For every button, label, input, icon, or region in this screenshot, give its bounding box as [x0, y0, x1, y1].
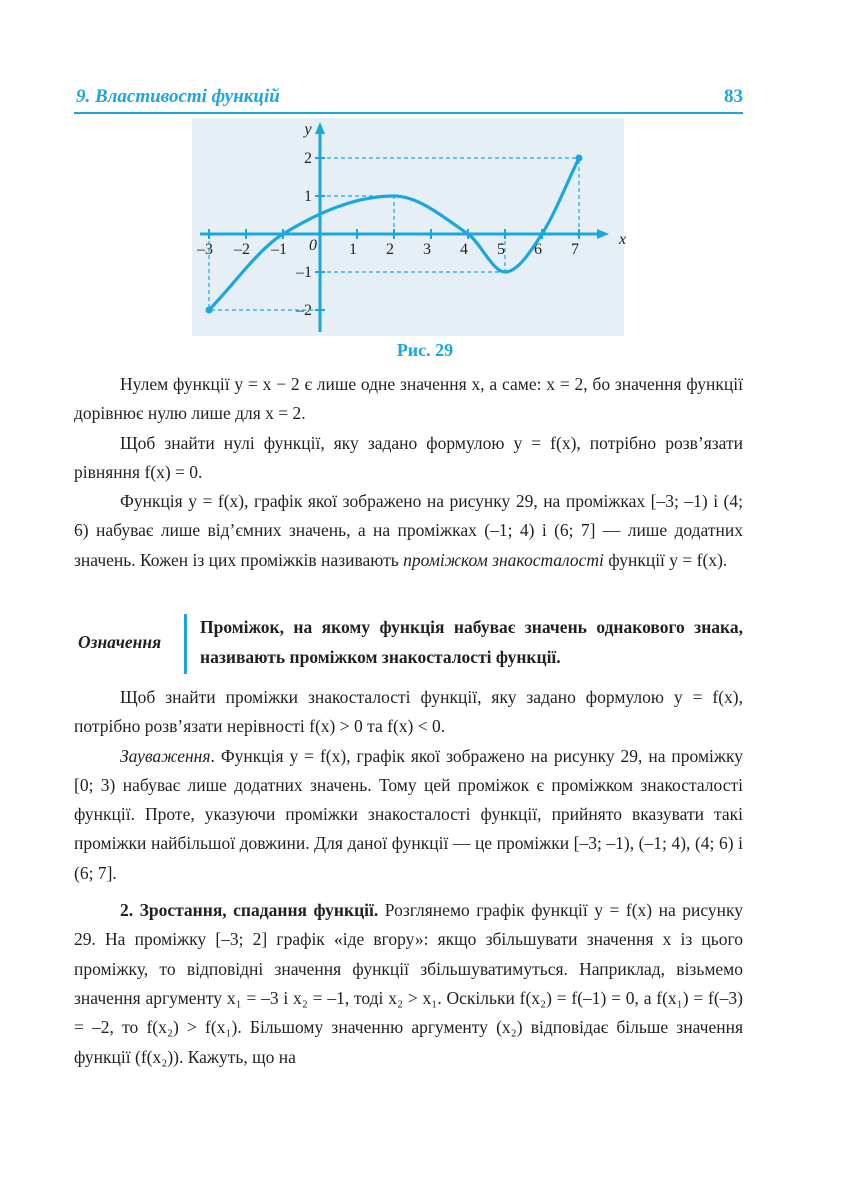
- text-block-2: [74, 683, 743, 1072]
- curve-endpoint: [206, 307, 213, 314]
- x-tick-label: –1: [271, 241, 287, 258]
- x-tick-label: 5: [497, 241, 505, 258]
- x-tick-label: 4: [460, 241, 468, 258]
- term-italic: проміжком знакосталості: [403, 549, 604, 570]
- definition-box: [74, 612, 743, 674]
- y-tick-label: 2: [304, 150, 312, 167]
- x-tick-label: 7: [571, 241, 579, 258]
- paragraph-text: . Функція y = f(x), графік якої зображено на рисунку 29, на проміжку [0; 3) набуває лише додатних значень. Тому цей проміжок є проміжком знакосталості функції. Проте, указуючи проміжки знакосталості функції, прийнято вказувати такі проміжки найбільшої довжини. Для даної функції — це проміжки [–3; –1), (–1; 4), (4; 6) і (6; 7].: [74, 745, 743, 883]
- y-tick-label: –2: [296, 302, 312, 319]
- section-heading: 2. Зростання, спадання функції.: [120, 900, 379, 921]
- paragraph-text: Функція y = f(x), графік якої зображено на рисунку 29, на проміжках [–3; –1) і (4; 6) набуває лише від’ємних значень, а на проміжках (–1; 4) і (6; 7] — лише додатних значень. Кожен із цих проміжків називають: [74, 491, 743, 570]
- page-header: [74, 84, 743, 114]
- origin-label: 0: [309, 237, 317, 254]
- paragraph: Щоб знайти проміжки знакосталості функції, яку задано формулою y = f(x), потрібно розв’язати нерівності f(x) > 0 та f(x) < 0.: [74, 687, 743, 737]
- section-title: 9. Властивості функцій: [76, 86, 280, 107]
- x-axis-label: x: [619, 231, 627, 248]
- paragraph-text: функції y = f(x).: [603, 549, 728, 570]
- paragraph: [74, 896, 743, 1072]
- definition-text: Проміжок, на якому функція набуває значень однакового знака, називають проміжком знакосталості функції.: [200, 617, 743, 667]
- y-tick-label: 1: [304, 188, 312, 205]
- y-tick-label: –1: [296, 264, 312, 281]
- y-axis-arrow: [315, 122, 325, 134]
- curve-endpoint: [576, 155, 583, 162]
- x-tick-label: 3: [423, 241, 431, 258]
- paragraph: Нулем функції y = x − 2 є лише одне значення x, а саме: x = 2, бо значення функції дорівнює нулю лише для x = 2.: [74, 374, 743, 424]
- definition-label: Означення: [78, 632, 162, 652]
- x-axis-arrow: [597, 229, 609, 239]
- paragraph: [74, 487, 743, 575]
- page-number: 83: [724, 86, 743, 107]
- definition-bar: [184, 614, 187, 674]
- paragraph: [74, 742, 743, 888]
- graph-figure: [192, 118, 627, 336]
- function-graph: [192, 118, 627, 336]
- x-tick-label: 6: [534, 241, 542, 258]
- remark-label: Зауваження: [120, 745, 211, 766]
- x-tick-label: 1: [349, 241, 357, 258]
- x-tick-label: –2: [234, 241, 250, 258]
- paragraph: Щоб знайти нулі функції, яку задано формулою y = f(x), потрібно розв’язати рівняння f(x) = 0.: [74, 432, 743, 482]
- x-tick-label: 2: [386, 241, 394, 258]
- figure-caption: Рис. 29: [396, 340, 454, 360]
- text-block-1: [74, 370, 743, 575]
- x-tick-label: –3: [197, 241, 213, 258]
- paragraph-text: Розглянемо графік функції y = f(x) на рисунку 29. На проміжку [–3; 2] графік «іде вгору»: якщо збільшувати значення x із цього проміжку, то відповідні значення функції збільшуватимуться. Наприклад, візьмемо значення аргументу x₁ = –3 і x₂ = –1, тоді x₂ > x₁. Оскільки f(x₂) = f(–1) = 0, а f(x₁) = f(–3) = –2, то f(x₂) > f(x₁). Більшому значенню аргументу (x₂) відповідає більше значення функції (f(x₂)). Кажуть, що на: [74, 900, 743, 1067]
- y-axis-label: y: [304, 121, 312, 138]
